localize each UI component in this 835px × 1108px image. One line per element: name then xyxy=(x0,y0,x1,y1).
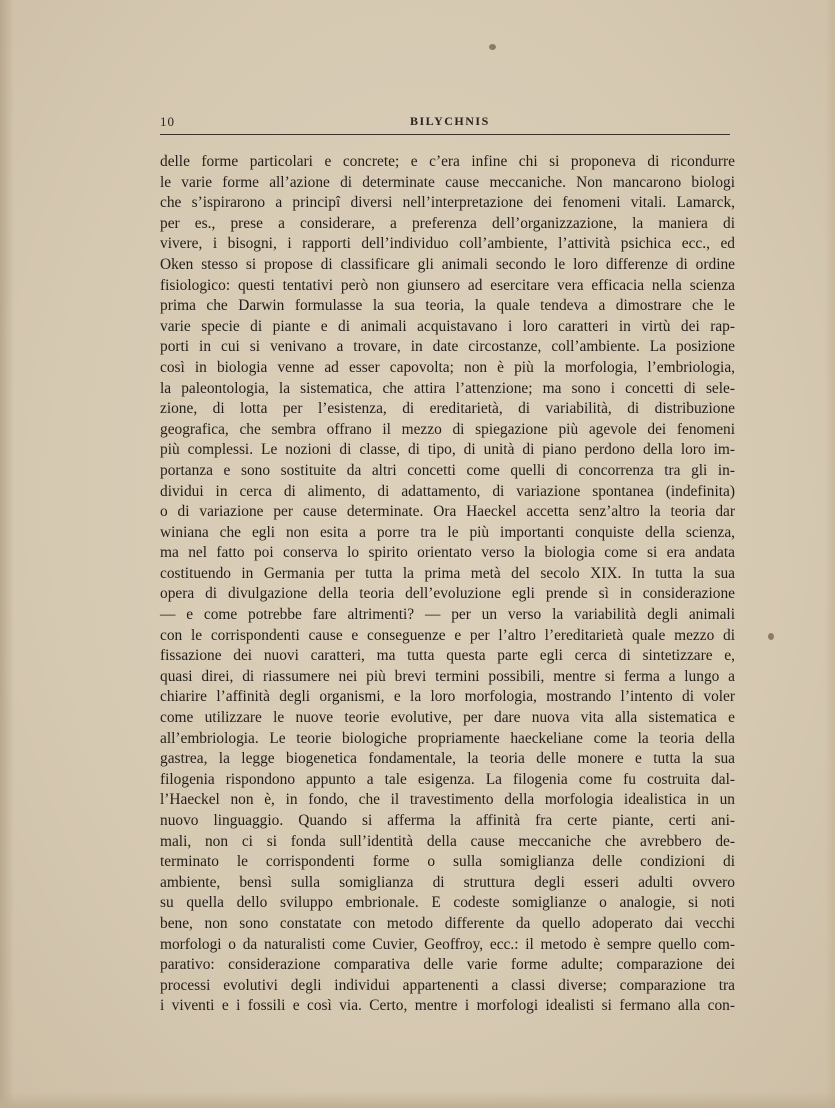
page-number: 10 xyxy=(160,114,175,129)
text-line: bene, non sono constatate con metodo differente da quello adoperato dai vecchi xyxy=(160,914,735,932)
text-line: quasi direi, di riassumere nei più brevi termini possibili, mentre si ferma a lungo a xyxy=(160,667,735,685)
text-line: i viventi e i fossili e così via. Certo, mentre i morfologi idealisti si fermano alla con- xyxy=(160,997,735,1015)
body-text xyxy=(160,152,735,1017)
text-line: vivere, i bisogni, i rapporti dell’individuo coll’ambiente, l’attività psichica ecc., ed xyxy=(160,235,735,253)
text-line: la paleontologia, la sistematica, che attira l’attenzione; ma sono i concetti di sele- xyxy=(160,379,735,397)
text-line: fisiologico: questi tentativi però non giunsero ad esercitare vera efficacia nella scienza xyxy=(160,276,735,294)
text-line: terminato le corrispondenti forme o sulla somiglianza delle condizioni di xyxy=(160,853,735,871)
text-line: ambiente, bensì sulla somiglianza di struttura degli esseri adulti ovvero xyxy=(160,873,735,891)
text-line: ma nel fatto poi conserva lo spirito orientato verso la biologia come si era andata xyxy=(160,544,735,562)
paper-speck xyxy=(489,44,496,50)
text-line: Oken stesso si propose di classificare gli animali secondo le loro differenze di ordine xyxy=(160,255,735,273)
text-line: geografica, che sembra offrano il mezzo di spiegazione più agevole dei fenomeni xyxy=(160,420,735,438)
text-line: con le corrispondenti cause e conseguenze e per l’altro l’ereditarietà quale mezzo di xyxy=(160,626,735,644)
text-line: su quella dello sviluppo embrionale. E codeste somiglianze o analogie, si noti xyxy=(160,894,735,912)
text-line: l’Haeckel non è, in fondo, che il travestimento della morfologia idealistica in un xyxy=(160,791,735,809)
text-line: le varie forme all’azione di determinate cause meccaniche. Non mancarono biologi xyxy=(160,173,735,191)
text-line: all’embriologia. Le teorie biologiche propriamente haeckeliane come la teoria della xyxy=(160,729,735,747)
text-line: nuovo linguaggio. Quando si afferma la affinità fra certe piante, certi ani- xyxy=(160,812,735,829)
text-line: più complessi. Le nozioni di classe, di tipo, di unità di piano perdono della loro im- xyxy=(160,441,735,459)
text-line: costituendo in Germania per tutta la prima metà del secolo XIX. In tutta la sua xyxy=(160,564,735,582)
text-line: prima che Darwin formulasse la sua teoria, la quale tendeva a dimostrare che le xyxy=(160,297,735,315)
text-line: zione, di lotta per l’esistenza, di ereditarietà, di variabilità, di distribuzione xyxy=(160,400,735,418)
text-line: portanza e sono sostituite da altri concetti come quelli di concorrenza tra gli in- xyxy=(160,461,735,479)
text-line: winiana che egli non esita a porre tra le più importanti conquiste della scienza, xyxy=(160,523,735,541)
text-line: varie specie di piante e di animali acquistavano i loro caratteri in virtù dei rap- xyxy=(160,317,735,335)
text-line: per es., prese a considerare, a preferenza dell’organizzazione, la maniera di xyxy=(160,214,735,232)
page-right-edge xyxy=(825,0,835,1108)
text-line: gastrea, la legge biogenetica fondamentale, la teoria delle monere e tutta la sua xyxy=(160,750,735,768)
text-line: morfologi o da naturalisti come Cuvier, Geoffroy, ecc.: il metodo è sempre quello com- xyxy=(160,935,735,953)
text-line: mali, non ci si fonda sull’identità della cause meccaniche che avrebbero de- xyxy=(160,832,735,850)
page-left-edge xyxy=(0,0,14,1108)
text-line: o di variazione per cause determinate. Ora Haeckel accetta senz’altro la teoria dar xyxy=(160,503,735,521)
text-line: chiarire l’affinità degli organismi, e la loro morfologia, mostrando l’intento di voler xyxy=(160,688,735,706)
text-line: fissazione dei nuovi caratteri, ma tutta questa parte egli cerca di sintetizzare e, xyxy=(160,647,735,665)
text-line: così in biologia venne ad esser capovolta; non è più la morfologia, l’embriologia, xyxy=(160,358,735,376)
text-line: delle forme particolari e concrete; e c’era infine chi si proponeva di ricondurre xyxy=(160,153,735,170)
text-line: — e come potrebbe fare altrimenti? — per un verso la variabilità degli animali xyxy=(160,606,735,624)
text-line: filogenia rispondono appunto a tale esigenza. La filogenia come fu costruita dal- xyxy=(160,770,735,788)
text-line: opera di divulgazione della teoria dell’evoluzione egli prende sì in considerazione xyxy=(160,585,735,603)
page-bottom-edge xyxy=(0,1092,835,1108)
paper-speck xyxy=(768,633,774,640)
text-line: processi evolutivi degli individui appartenenti a classi diverse; comparazione tra xyxy=(160,976,735,994)
page-header xyxy=(160,114,730,134)
text-line: che s’ispirarono a principî diversi nell’interpretazione dei fenomeni vitali. Lamarck, xyxy=(160,194,735,212)
text-line: come utilizzare le nuove teorie evolutive, per dare nuova vita alla sistematica e xyxy=(160,709,735,727)
header-rule xyxy=(160,134,730,135)
text-line: parativo: considerazione comparativa delle varie forme adulte; comparazione dei xyxy=(160,956,735,974)
text-line: dividui in cerca di alimento, di adattamento, di variazione spontanea (indefinita) xyxy=(160,482,735,500)
text-line: porti in cui si venivano a trovare, in date circostanze, coll’ambiente. La posizione xyxy=(160,338,735,356)
running-head: BILYCHNIS xyxy=(410,114,490,128)
